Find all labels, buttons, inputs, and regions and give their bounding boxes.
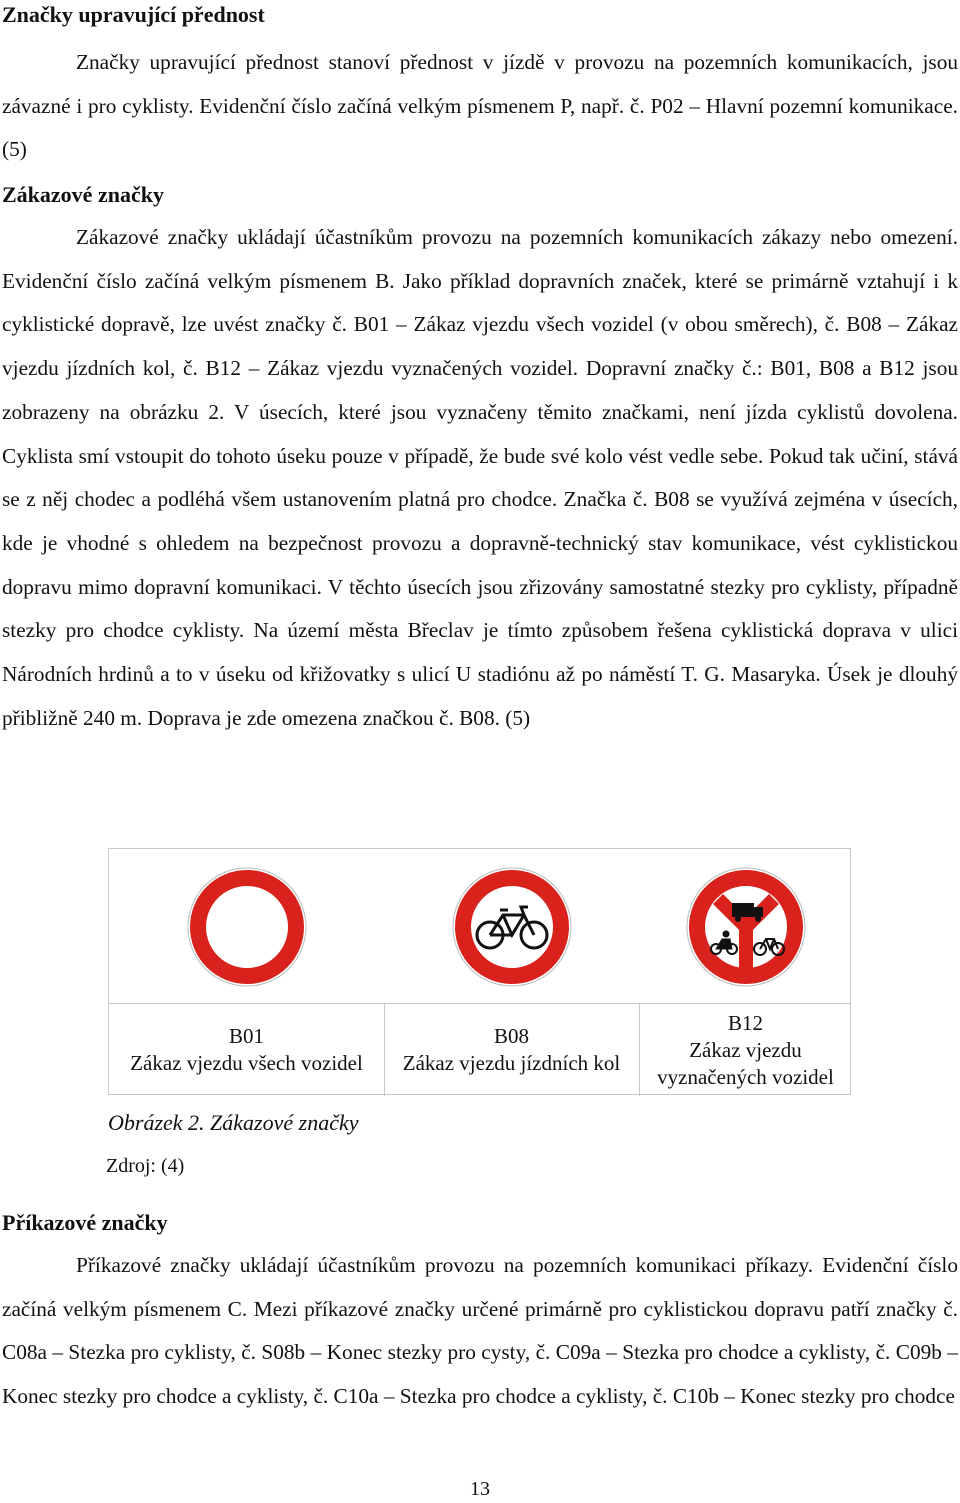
- signs-figure-table: [108, 848, 851, 1098]
- sign-name-b08: Zákaz vjezdu jízdních kol: [402, 1051, 621, 1075]
- no-marked-vehicles-sign-icon: [684, 865, 808, 989]
- paragraph-prednost: Značky upravující přednost stanoví přednost v jízdě v provozu na pozemních komunikacích, jsou závazné i pro cyklisty. Evidenční číslo začíná velkým písmenem P, např. č. P02 – Hlavní pozemní komunikace. (5): [2, 50, 958, 162]
- sign-cell-b08: [384, 849, 639, 1004]
- heading-prednost: Značky upravující přednost: [2, 2, 265, 27]
- no-entry-all-vehicles-sign-icon: [185, 865, 309, 989]
- heading-prikazove: Příkazové značky: [2, 1210, 168, 1235]
- sign-name-b12-line1: Zákaz vjezdu: [689, 1037, 802, 1062]
- signs-image-row: [108, 848, 851, 1003]
- signs-label-row: [108, 1003, 851, 1095]
- sign-name-b01: Zákaz vjezdu všech vozidel: [130, 1051, 363, 1075]
- figure-caption: Obrázek 2. Zákazové značky: [108, 1110, 359, 1135]
- figure-source: Zdroj: (4): [106, 1155, 185, 1177]
- sign-cell-b01: [109, 849, 384, 1004]
- no-bicycles-sign-icon: [450, 865, 574, 989]
- sign-code-b08: B08: [493, 1024, 529, 1048]
- paragraph-prikazove: Příkazové značky ukládají účastníkům provozu na pozemních komunikaci příkazy. Evidenční číslo začíná velkým písmenem C. Mezi příkazové značky určené primárně pro cyklistickou dopravu patří značky č. C08a – Stezka pro cyklisty, č. S08b – Konec stezky pro cysty, č. C09a – Stezka pro chodce a cyklisty, č. C09b – Konec stezky pro chodce a cyklisty, č. C10a – Stezka pro chodce a cyklisty, č. C10b – Konec stezky pro chodce: [2, 1253, 958, 1409]
- sign-label-b12: [639, 1004, 852, 1096]
- sign-code-b01: B01: [228, 1024, 264, 1048]
- sign-name-b12-line2: vyznačených vozidel: [657, 1064, 834, 1089]
- page-number: 13: [470, 1478, 490, 1500]
- heading-zakazove: Zákazové značky: [2, 182, 164, 207]
- sign-cell-b12: [639, 849, 852, 1004]
- sign-label-b08: [384, 1004, 639, 1096]
- sign-code-b12: B12: [727, 1010, 763, 1035]
- paragraph-zakazove: Zákazové značky ukládají účastníkům provozu na pozemních komunikacích zákazy nebo omezení. Evidenční číslo začíná velkým písmenem B. Jako příklad dopravních značek, které se primárně vztahují i k cyklistické dopravě, lze uvést značky č. B01 – Zákaz vjezdu všech vozidel (v obou směrech), č. B08 – Zákaz vjezdu jízdních kol, č. B12 – Zákaz vjezdu vyznačených vozidel. Dopravní značky č.: B01, B08 a B12 jsou zobrazeny na obrázku 2. V úsecích, které jsou vyznačeny těmito značkami, není jízda cyklistů dovolena. Cyklista smí vstoupit do tohoto úseku pouze v případě, že bude své kolo vést vedle sebe. Pokud tak učiní, stává se z něj chodec a podléhá všem ustanovením platná pro chodce. Značka č. B08 se využívá zejména v úsecích, kde je vhodné s ohledem na bezpečnost provozu a dopravně-technický stav komunikace, vést cyklistickou dopravu mimo dopravní komunikaci. V těchto úsecích jsou zřizovány samostatné stezky pro cyklisty, případně stezky pro chodce cyklisty. Na území města Břeclav je tímto způsobem řešena cyklistická doprava v ulici Národních hrdinů a to v úseku od křižovatky s ulicí U stadiónu až po náměstí T. G. Masaryka. Úsek je dlouhý přibližně 240 m. Doprava je zde omezena značkou č. B08. (5): [2, 225, 958, 730]
- sign-label-b01: [109, 1004, 384, 1096]
